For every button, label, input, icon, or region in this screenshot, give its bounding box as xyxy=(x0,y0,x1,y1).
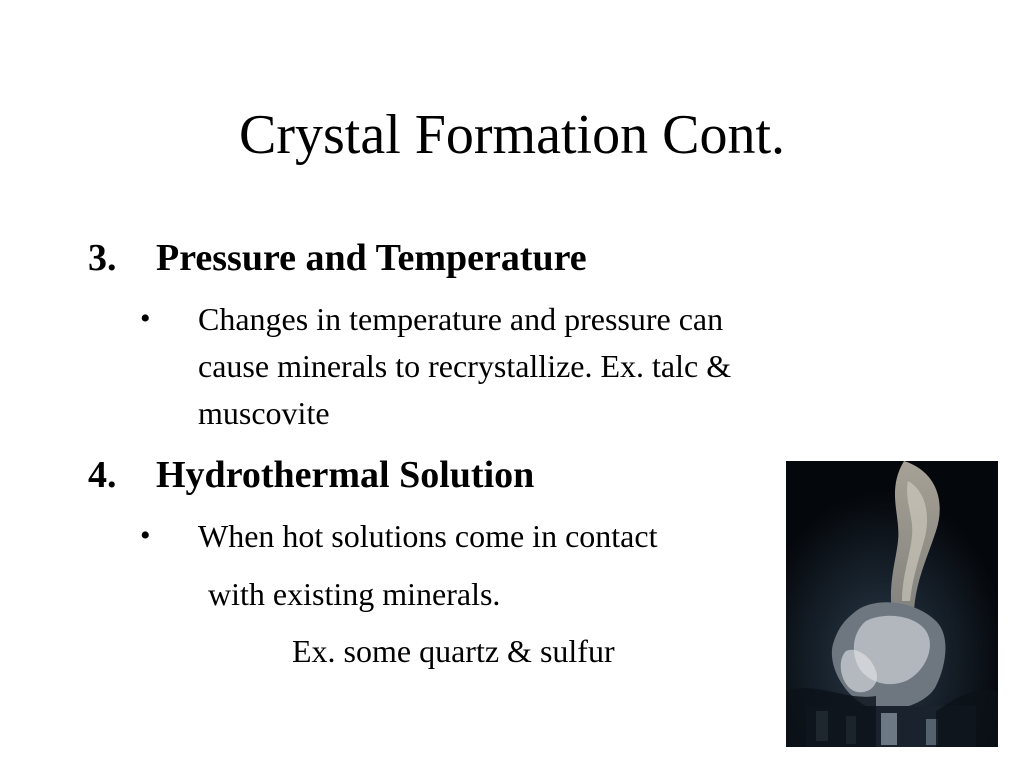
item-number: 3. xyxy=(88,237,117,279)
body-line: Ex. some quartz & sulfur xyxy=(292,633,615,669)
body-line: muscovite xyxy=(198,395,330,431)
bullet-icon: • xyxy=(140,302,151,335)
hydrothermal-vent-photo-icon xyxy=(786,461,998,747)
item-number: 4. xyxy=(88,454,117,496)
item-heading-hydrothermal-solution xyxy=(88,452,534,498)
body-line: cause minerals to recrystallize. Ex. talc & xyxy=(198,348,732,384)
item-heading-text: Pressure and Temperature xyxy=(156,237,587,279)
item-heading-pressure-temperature xyxy=(88,235,587,281)
item-heading-text: Hydrothermal Solution xyxy=(156,454,535,496)
slide-title: Crystal Formation Cont. xyxy=(239,104,785,166)
bullet-icon: • xyxy=(140,519,151,552)
body-line: Changes in temperature and pressure can xyxy=(198,301,724,337)
body-line: with existing minerals. xyxy=(208,576,501,612)
body-line: When hot solutions come in contact xyxy=(198,518,658,554)
